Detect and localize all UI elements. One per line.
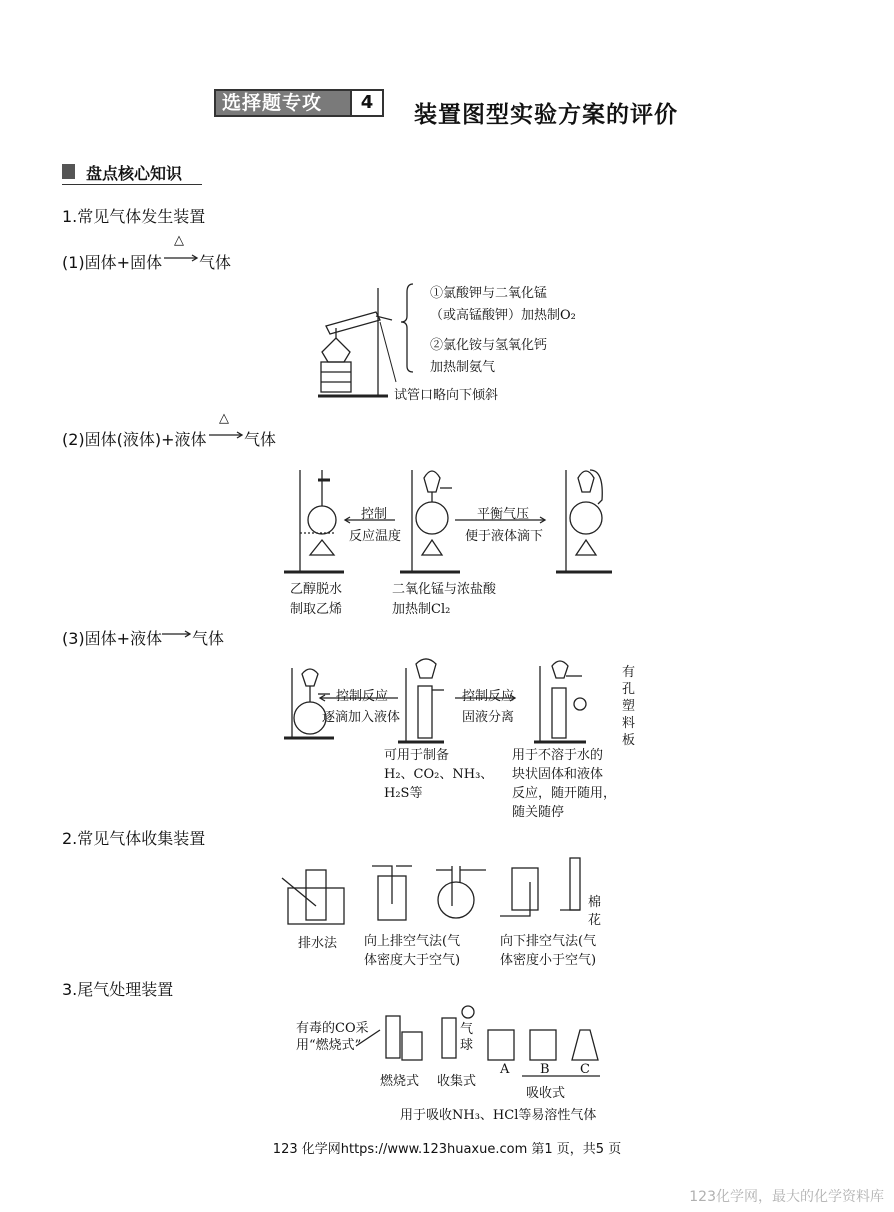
label-b: B	[540, 1062, 550, 1077]
title-number: 4	[350, 91, 382, 115]
side-char: 孔	[622, 682, 636, 697]
sub2-arrow2-bottom: 便于液体滴下	[465, 529, 544, 544]
note-line: 用“燃烧式”	[296, 1038, 362, 1053]
label-burn: 燃烧式	[380, 1074, 420, 1089]
sub3-arrow1-bottom: 逐滴加入液体	[322, 710, 401, 725]
sub3-label-right: 气体	[192, 629, 225, 648]
side-char: 球	[460, 1038, 474, 1053]
side-char: 有	[622, 665, 636, 680]
section-heading: 盘点核心知识	[86, 164, 183, 183]
cap-line: 反应，随开随用，	[512, 786, 617, 801]
sub2-delta: △	[219, 411, 229, 426]
sub1-note2a: ②氯化铵与氢氧化钙	[430, 338, 548, 353]
side-char: 棉	[588, 895, 602, 910]
sub3-label-left: (3)固体+液体	[62, 629, 163, 648]
solid-liquid-apparatus	[284, 659, 586, 742]
part2-heading: 2.常见气体收集装置	[62, 829, 206, 848]
tail-bottom-note: 用于吸收NH₃、HCl等易溶性气体	[400, 1108, 597, 1123]
sub2-cap1a: 乙醇脱水	[290, 582, 343, 597]
sub2-label-left: (2)固体(液体)+液体	[62, 430, 207, 449]
sub1-note1a: ①氯酸钾与二氧化锰	[430, 286, 548, 301]
liquid-heating-apparatus	[284, 470, 612, 572]
sub3-arrow1-top: 控制反应	[336, 689, 389, 704]
side-char: 塑	[622, 699, 636, 714]
sub1-delta: △	[174, 233, 184, 248]
lamp-block	[321, 362, 351, 392]
sub2-label-right: 气体	[244, 430, 277, 449]
cap-line: H₂、CO₂、NH₃、	[384, 767, 494, 782]
brace	[401, 284, 413, 372]
sub3-arrow2-top: 控制反应	[462, 689, 515, 704]
part1-heading: 1.常见气体发生装置	[62, 207, 206, 226]
cap-line: 体密度小于空气)	[500, 953, 597, 968]
alcohol-lamp	[322, 338, 350, 362]
side-char: 料	[622, 716, 636, 731]
sub2-arrow1-bottom: 反应温度	[349, 529, 402, 544]
sub1-label-left: (1)固体+固体	[62, 253, 163, 272]
tail-gas-apparatus	[356, 1006, 600, 1076]
sub2-arrow1-top: 控制	[361, 507, 388, 522]
collection-apparatus	[282, 858, 580, 924]
label-a: A	[500, 1062, 510, 1077]
test-tube	[326, 312, 380, 334]
sub2-cap1b: 制取乙烯	[290, 602, 343, 617]
cap-line: 用于不溶于水的	[512, 748, 604, 763]
cap-line: 块状固体和液体	[512, 767, 604, 782]
sub2-arrow2-top: 平衡气压	[477, 507, 530, 522]
cap-line: 随关随停	[512, 805, 565, 820]
side-char: 气	[460, 1022, 474, 1037]
sub2-cap2a: 二氧化锰与浓盐酸	[392, 582, 497, 597]
label-absorb: 吸收式	[526, 1086, 566, 1101]
solid-heating-apparatus	[318, 284, 413, 396]
watermark: 123化学网，最大的化学资料库	[689, 1189, 884, 1205]
page-title: 装置图型实验方案的评价	[414, 102, 678, 128]
cap-line: 可用于制备	[384, 748, 450, 763]
title-badge: 选择题专攻	[222, 92, 323, 114]
sub1-caption: 试管口略向下倾斜	[394, 388, 499, 403]
collect-cap1: 排水法	[298, 936, 338, 951]
sub1-note2b: 加热制氨气	[430, 360, 496, 375]
label-c: C	[580, 1062, 590, 1077]
sub1-label-right: 气体	[199, 253, 232, 272]
cap-line: H₂S等	[384, 786, 423, 801]
sub1-note1b: （或高锰酸钾）加热制O₂	[430, 308, 576, 323]
note-line: 有毒的CO采	[296, 1021, 369, 1036]
sub2-cap2b: 加热制Cl₂	[392, 602, 451, 617]
sub3-arrow2-bottom: 固液分离	[462, 710, 515, 725]
side-char: 花	[588, 913, 602, 928]
cap-line: 体密度大于空气)	[364, 953, 461, 968]
page-footer: 123 化学网https://www.123huaxue.com 第1 页，共5 页	[272, 1142, 622, 1157]
cap-line: 向上排空气法(气	[364, 934, 461, 949]
part3-heading: 3.尾气处理装置	[62, 980, 174, 999]
cap-line: 向下排空气法(气	[500, 934, 597, 949]
side-char: 板	[622, 733, 636, 748]
label-collect: 收集式	[437, 1074, 477, 1089]
